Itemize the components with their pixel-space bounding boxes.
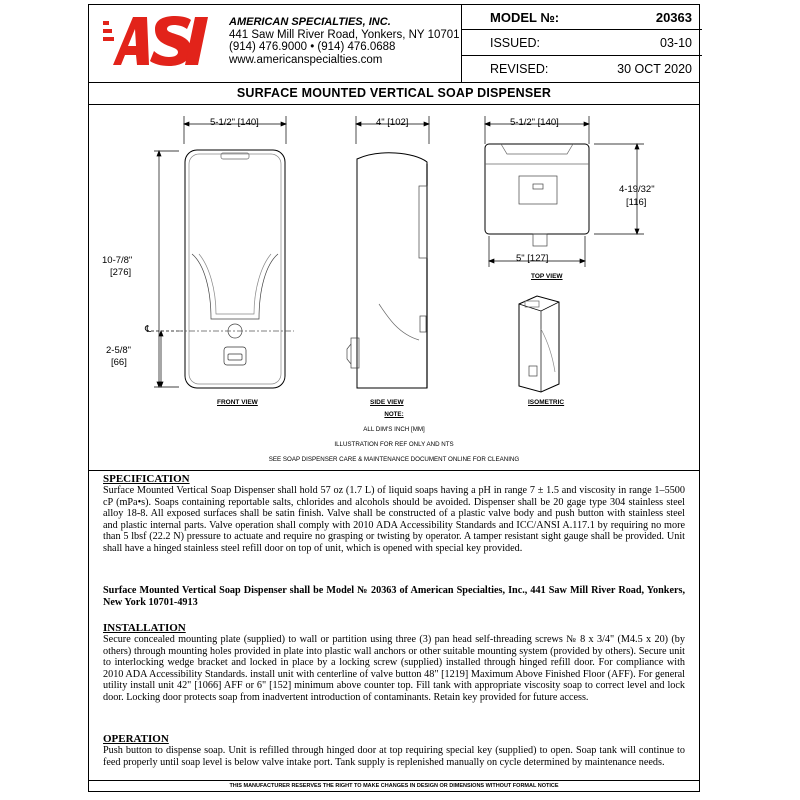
height-dim-in: 10-7/8" <box>102 255 133 266</box>
note-line-1: ALL DIM'S INCH [MM] <box>363 426 425 433</box>
isometric-label: ISOMETRIC <box>528 399 565 406</box>
specification-body: Surface Mounted Vertical Soap Dispenser shall hold 57 oz (1.7 L) of liquid soaps having a pH in range 7 ± 1.5 and viscosity in range 1–5500 cP (mPa•s). Soaps containing reportable salts, chlorides and alcohols should be avoided. Dispenser shall be 20 gage type 304 stainless steel alloy 18-8. All exposed surfaces shall be satin finish. Valve shall be constructed of a plastic valve body and push button with stainless steel and plastic internal parts. Valve operation shall comply with 2010 ADA Accessibility Standards and ICC/ANSI A.117.1 by requiring no more than 5 lbsf (22.2 N) pressure to actuate and require no grasping or twisting by operator. A tamper resistant sight gauge shall be provided. Unit shall have a hinged stainless steel refill door on top of unit, which is opened with special key provided. <box>103 485 685 554</box>
valve-dim-mm: [66] <box>111 357 127 368</box>
operation-body: Push button to dispense soap. Unit is refilled through hinged door at top requiring special key (supplied) to open. Soap tank will continue to feed properly until soap level is below valve intake port. Tank supply is replenished manually on cycle determined by maintenance needs. <box>103 745 685 768</box>
side-depth-dim: 4" [102] <box>376 117 409 128</box>
issued-row <box>462 31 702 56</box>
note-heading: NOTE: <box>384 411 404 418</box>
revised-row <box>462 57 702 82</box>
company-name: AMERICAN SPECIALTIES, INC. <box>229 16 391 28</box>
height-dim-mm: [276] <box>110 267 132 278</box>
specification-callout: Surface Mounted Vertical Soap Dispenser shall be Model № 20363 of American Specialties, Inc., 441 Saw Mill River Road, Yonkers, New York 10701-4913 <box>103 585 685 608</box>
top-depth-in: 4-19/32" <box>619 184 655 195</box>
footer-disclaimer: THIS MANUFACTURER RESERVES THE RIGHT TO MAKE CHANGES IN DESIGN OR DIMENSIONS WITHOUT FORMAL NOTICE <box>89 780 699 791</box>
model-box <box>461 5 702 82</box>
revised-label: REVISED: <box>490 62 549 76</box>
issued-label: ISSUED: <box>490 36 541 50</box>
issued-value: 03-10 <box>660 36 692 50</box>
front-view-label: FRONT VIEW <box>217 399 258 406</box>
specification-heading: SPECIFICATION <box>103 473 190 485</box>
top-inner-dim: 5" [127] <box>516 253 549 264</box>
installation-heading: INSTALLATION <box>103 622 186 634</box>
front-width-dim: 5-1/2" [140] <box>210 117 259 128</box>
technical-drawing <box>89 104 699 471</box>
page-title: SURFACE MOUNTED VERTICAL SOAP DISPENSER <box>236 86 552 100</box>
company-phone: (914) 476.9000 • (914) 476.0688 <box>229 41 396 53</box>
top-width-dim: 5-1/2" [140] <box>510 117 559 128</box>
company-info <box>229 16 460 66</box>
company-address: 441 Saw Mill River Road, Yonkers, NY 10701 <box>229 28 460 41</box>
note-line-2: ILLUSTRATION FOR REF ONLY AND NTS <box>334 441 454 448</box>
note-line-3: SEE SOAP DISPENSER CARE & MAINTENANCE DOCUMENT ONLINE FOR CLEANING <box>268 456 520 463</box>
top-view-label: TOP VIEW <box>531 273 563 280</box>
installation-body: Secure concealed mounting plate (supplied) to wall or partition using three (3) pan head self-threading screws № 8 x 3/4" (M4.5 x 20) (by others) through mounting holes provided in plate into plastic wall anchors or other suitable mounting system (provided by others). Secure unit to interlocking wedge bracket and locked in place by a locking screw (supplied) installed through hinged refill door. For compliance with 2010 ADA Accessibility Standards. install unit with centerline of valve button 48" [1219] Maximum Above Finished Floor (AFF). For general utility install unit 42" [1066] AFF or 6" [152] minimum above counter top. Fill tank with appropriate viscosity soap to correct level and lock door. Locking door protects soap from inadvertent introduction of contaminants. Retain key provided for future access. <box>103 634 685 703</box>
revised-value: 30 OCT 2020 <box>617 62 692 76</box>
model-row <box>462 5 702 30</box>
header <box>89 5 699 83</box>
centerline-symbol: ℄ <box>145 324 152 335</box>
company-website[interactable]: www.americanspecialties.com <box>229 53 383 66</box>
model-value: 20363 <box>655 10 692 25</box>
top-depth-mm: [116] <box>626 197 647 208</box>
model-label: MODEL №: <box>490 10 560 25</box>
operation-heading: OPERATION <box>103 733 169 745</box>
asi-logo <box>103 15 221 72</box>
valve-dim-in: 2-5/8" <box>106 345 132 356</box>
title-bar <box>89 82 699 105</box>
spec-sheet <box>88 4 700 792</box>
side-view-label: SIDE VIEW <box>370 399 404 406</box>
